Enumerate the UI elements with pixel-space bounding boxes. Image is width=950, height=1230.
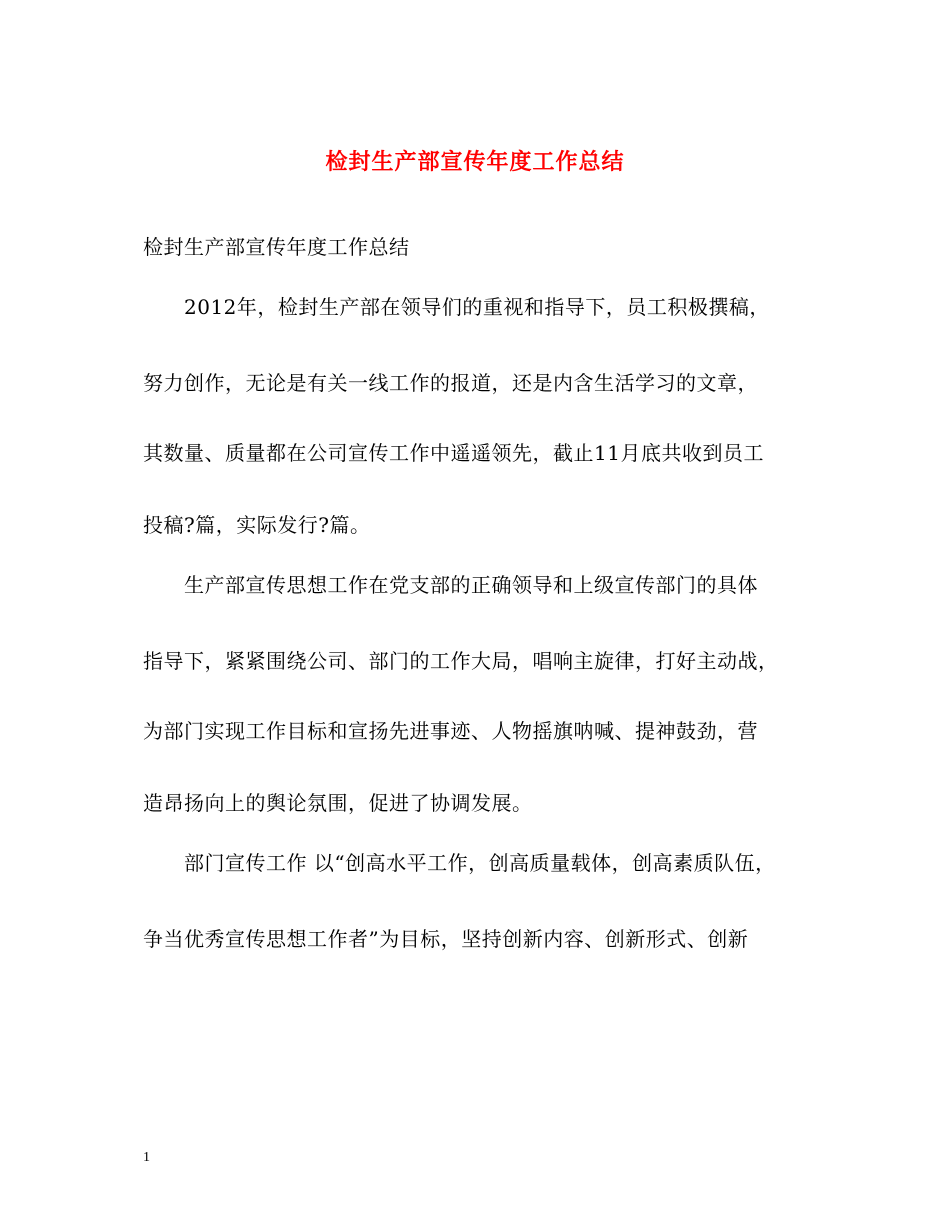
paragraph-line: 指导下，紧紧围绕公司、部门的工作大局，唱响主旋律，打好主动战， xyxy=(143,649,779,673)
paragraph-line: 2012年，检封生产部在领导们的重视和指导下，员工积极撰稿， xyxy=(184,295,770,319)
paragraph-line: 生产部宣传思想工作在党支部的正确领导和上级宣传部门的具体 xyxy=(184,573,758,597)
paragraph-line: 部门宣传工作 以“创高水平工作，创高质量载体，创高素质队伍， xyxy=(184,851,776,875)
paragraph-line: 投稿?篇，实际发行?篇。 xyxy=(143,513,371,537)
paragraph-line: 争当优秀宣传思想工作者”为目标，坚持创新内容、创新形式、创新 xyxy=(143,927,749,951)
paragraph-line: 为部门实现工作目标和宣扬先进事迹、人物摇旗呐喊、提神鼓劲，营 xyxy=(143,719,758,743)
page-number: 1 xyxy=(143,1150,150,1165)
document-title: 检封生产部宣传年度工作总结 xyxy=(325,149,625,175)
paragraph-line: 其数量、质量都在公司宣传工作中遥遥领先，截止11月底共收到员工 xyxy=(143,441,764,465)
subtitle-line: 检封生产部宣传年度工作总结 xyxy=(143,235,410,259)
paragraph-line: 造昂扬向上的舆论氛围，促进了协调发展。 xyxy=(143,791,533,815)
paragraph-line: 努力创作，无论是有关一线工作的报道，还是内含生活学习的文章， xyxy=(143,371,758,395)
